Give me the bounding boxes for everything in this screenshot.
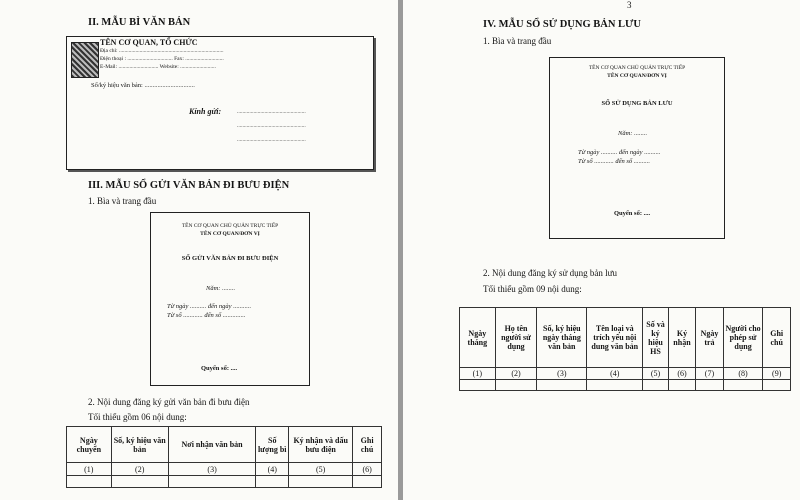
col-number: (3) (537, 368, 587, 380)
envelope-doc-number: Số/ký hiệu văn bản: ............................... (91, 82, 195, 89)
col-header: Số lượng bì (256, 427, 289, 463)
col-header: Tên loại và trích yếu nội dung văn bản (587, 308, 643, 368)
col-header: Ký nhận và dấu bưu điện (289, 427, 353, 463)
col-number: (1) (460, 368, 496, 380)
section-4-min-items: Tối thiểu gồm 09 nội dung: (483, 284, 582, 294)
col-number: (7) (696, 368, 723, 380)
kinh-gui-label: Kính gửi: (189, 107, 222, 116)
col-number: (3) (168, 463, 256, 476)
table-row (67, 476, 382, 488)
col-header: Số và ký hiệu HS (643, 308, 668, 368)
table-row (460, 380, 791, 391)
section-3-sub1: 1. Bìa và trang đầu (88, 196, 157, 206)
cover-book-number: Quyển số: .... (201, 365, 238, 372)
cover-book-title: SỔ GỬI VĂN BẢN ĐI BƯU ĐIỆN (181, 255, 279, 262)
col-header: Số, ký hiệu ngày tháng văn bản (537, 308, 587, 368)
envelope-address: Địa chỉ: ............................................................................ (100, 48, 224, 54)
col-number: (6) (668, 368, 695, 380)
postal-book-cover (150, 212, 310, 386)
col-number: (9) (763, 368, 791, 380)
page-number: 3 (627, 0, 632, 10)
section-4-sub1: 1. Bìa và trang đầu (483, 36, 552, 46)
col-header: Ngày trả (696, 308, 723, 368)
cover-line-1: TÊN CƠ QUAN CHỦ QUẢN TRỰC TIẾP (181, 223, 279, 229)
col-number: (5) (643, 368, 668, 380)
archive-book-table (459, 307, 791, 391)
cover-from-number: Từ số ............ đến số .............. (167, 312, 246, 319)
col-number: (6) (353, 463, 382, 476)
cover-line-2: TÊN CƠ QUAN/ĐƠN VỊ (607, 73, 667, 79)
envelope-sample (66, 36, 374, 170)
section-2-title: II. MẪU BÌ VĂN BẢN (88, 17, 191, 28)
col-number: (2) (111, 463, 168, 476)
cover-year: Năm: ........ (206, 285, 236, 292)
col-number: (4) (587, 368, 643, 380)
section-4-sub2: 2. Nội dung đăng ký sử dụng bản lưu (483, 268, 617, 278)
col-number: (4) (256, 463, 289, 476)
right-page (403, 0, 800, 500)
cover-line-1: TÊN CƠ QUAN CHỦ QUẢN TRỰC TIẾP (588, 65, 686, 71)
recipient-line-1: .................................................. (237, 109, 306, 115)
col-number: (1) (67, 463, 112, 476)
left-page (0, 0, 398, 500)
col-number: (5) (289, 463, 353, 476)
col-header: Ngày tháng (460, 308, 496, 368)
recipient-line-3: .................................................. (237, 137, 306, 143)
col-header: Ghi chú (763, 308, 791, 368)
section-3-sub2: 2. Nội dung đăng ký gửi văn bản đi bưu điện (88, 397, 250, 407)
cover-from-date: Từ ngày .......... đến ngày .......... (578, 149, 661, 156)
cover-from-number: Từ số ............ đến số .......... (578, 158, 650, 165)
section-4-title: IV. MẪU SỔ SỬ DỤNG BẢN LƯU (483, 19, 641, 30)
col-header: Họ tên người sử dụng (495, 308, 537, 368)
col-number: (2) (495, 368, 537, 380)
col-header: Ký nhận (668, 308, 695, 368)
envelope-org-name: TÊN CƠ QUAN, TỔ CHỨC (100, 38, 198, 47)
col-header: Ngày chuyển (67, 427, 112, 463)
col-number: (8) (723, 368, 763, 380)
emblem-icon (71, 42, 99, 78)
col-header: Số, ký hiệu văn bản (111, 427, 168, 463)
cover-book-title: SỔ SỬ DỤNG BẢN LƯU (601, 100, 673, 107)
cover-from-date: Từ ngày .......... đến ngày ........... (167, 303, 252, 310)
cover-book-number: Quyển số: .... (614, 210, 651, 217)
col-header: Nơi nhận văn bản (168, 427, 256, 463)
postal-book-table (66, 426, 382, 488)
archive-book-cover (549, 57, 725, 239)
cover-line-2: TÊN CƠ QUAN/ĐƠN VỊ (200, 231, 260, 237)
col-header: Người cho phép sử dụng (723, 308, 763, 368)
recipient-line-2: .................................................. (237, 123, 306, 129)
cover-year: Năm: ........ (618, 130, 648, 137)
envelope-email: E-Mail: ............................. Website: .......................... (100, 64, 216, 70)
col-header: Ghi chú (353, 427, 382, 463)
section-3-min-items: Tối thiểu gồm 06 nội dung: (88, 412, 187, 422)
envelope-phone: Điện thoại : ................................. Fax: ............................ (100, 56, 224, 62)
section-3-title: III. MẪU SỔ GỬI VĂN BẢN ĐI BƯU ĐIỆN (88, 180, 290, 191)
